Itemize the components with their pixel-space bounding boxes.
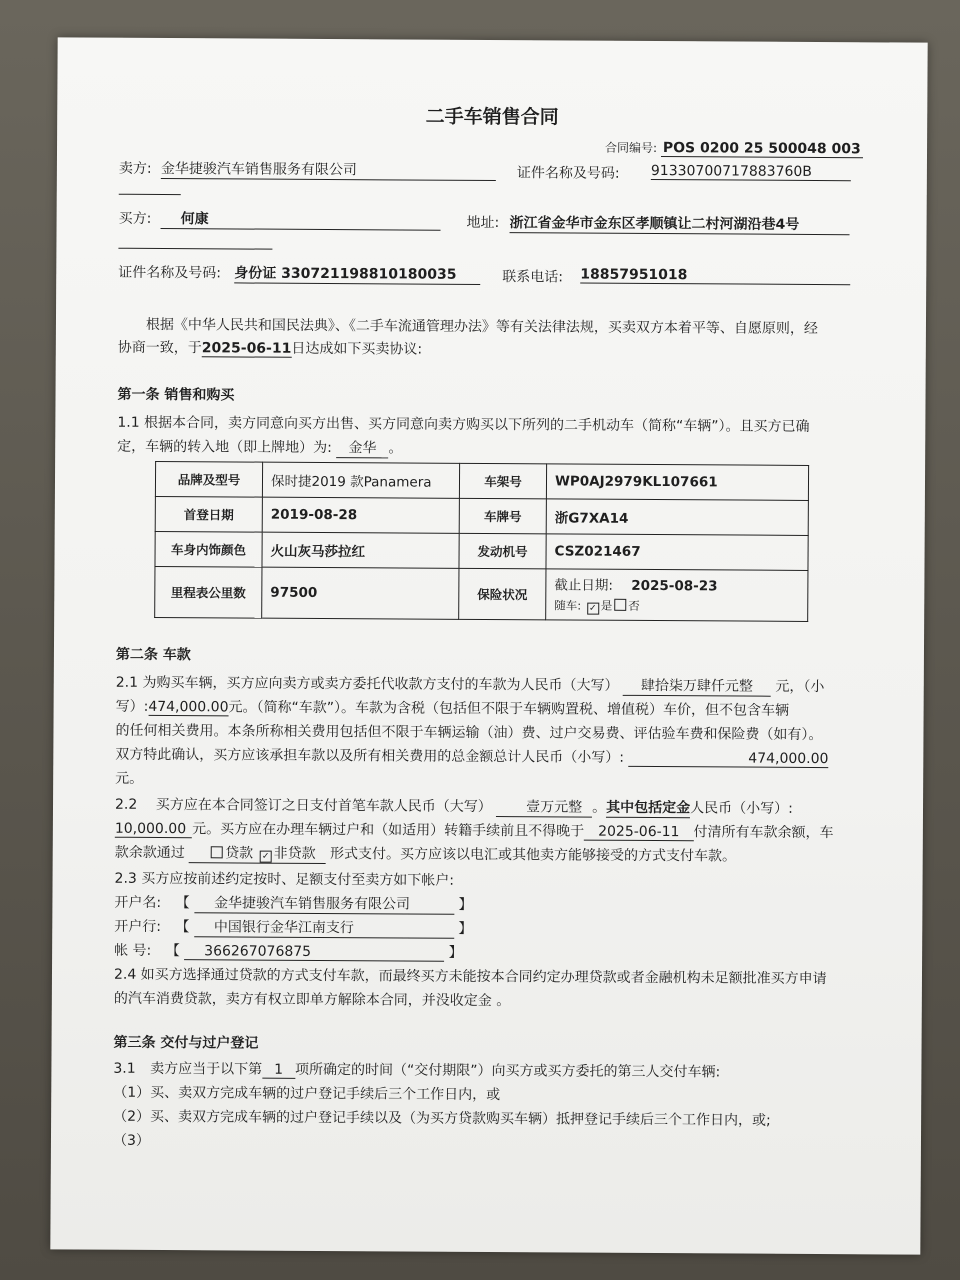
bracket-right: 】 [458, 920, 473, 937]
bank-name: 中国银行金华江南支行 [194, 916, 454, 939]
intro-text-end: 日达成如下买卖协议: [291, 340, 423, 358]
checkbox-empty-icon [614, 599, 626, 611]
seller-name: 金华捷骏汽车销售服务有限公司 [161, 158, 496, 181]
article-2-3: 2.3 买方应按前述约定按时、足额支付至卖方如下帐户: [114, 870, 455, 889]
buyer-phone: 18857951018 [580, 267, 850, 286]
clause-3-1-text: 卖方应当于以下第 [150, 1060, 263, 1078]
clause-2-2-number: 2.2 [114, 796, 138, 813]
account-name: 金华捷骏汽车销售服务有限公司 [194, 892, 454, 915]
article-2-title: 第二条 车款 [115, 646, 191, 664]
checkbox-checked-icon: ✓ [260, 851, 272, 863]
total-amount: 474,000.00 [628, 750, 828, 768]
insurance-yes: 是 [600, 598, 613, 613]
plate-value: 浙G7XA14 [546, 499, 808, 536]
color-value: 火山灰马莎拉红 [262, 532, 459, 568]
bank-row [114, 916, 472, 939]
article-2-line-5: 元。 [115, 770, 144, 787]
article-1-period: 。 [388, 440, 403, 457]
document-title: 二手车销售合同 [425, 105, 559, 129]
contract-number-label: 合同编号: [605, 140, 658, 156]
buyer-address: 浙江省金华市金东区孝顺镇让二村河湖沿巷4号 [510, 212, 850, 235]
intro-line-1: 根据《中华人民共和国民法典》、《二手车流通管理办法》等有关法律法规，买卖双方本着平等、自愿原则，经 [145, 316, 818, 338]
checkbox-empty-icon [211, 846, 223, 858]
vin-label: 车架号 [459, 463, 546, 499]
article-2-2-line-3 [115, 842, 736, 867]
payment-loan: 贷款 [225, 845, 254, 862]
article-2-text-b: 元，（小 [775, 678, 825, 696]
clause-2-2-period: 。 [592, 799, 607, 816]
insurance-value [546, 569, 808, 622]
buyer-id-label: 证件名称及号码: [118, 264, 222, 282]
buyer-name: 何康 [161, 208, 441, 231]
seller-id-label: 证件名称及号码: [516, 165, 620, 182]
buyer-label: 买方: [118, 210, 152, 227]
article-2-2-line-2 [115, 818, 834, 842]
intro-text: 协商一致，于 [117, 339, 202, 357]
insurance-expiry [554, 574, 799, 597]
color-label: 车身内饰颜色 [155, 531, 262, 567]
mileage-value: 97500 [262, 567, 459, 619]
reg-date-label: 首登日期 [155, 496, 262, 532]
clause-2-2-text-c: 元。买方应在办理车辆过户和（如适用）转籍手续前且不得晚于 [192, 821, 585, 840]
contract-paper [50, 37, 927, 1254]
article-2-4-line-1: 2.4 如买方选择通过贷款的方式支付车款，而最终买方未能按本合同约定办理贷款或者金融机构未足额批准买方申请 [113, 966, 827, 988]
delivery-option-3: （3） [112, 1132, 150, 1149]
table-row [155, 531, 808, 570]
buyer-underline [118, 226, 272, 250]
bracket-left: 【 [175, 919, 190, 936]
reg-date-value: 2019-08-28 [262, 497, 459, 533]
seller-id-value: 91330700717883760B [651, 163, 851, 181]
clause-2-2-text: 买方应在本合同签订之日支付首笔车款人民币（大写） [155, 796, 492, 816]
account-number-row [114, 940, 463, 962]
article-2-text: 2.1 为购买车辆，买方应向卖方或卖方委托代收款方支付的车款为人民币（大写） [115, 674, 619, 694]
article-1-line-1: 1.1 根据本合同，卖方同意向买方出售、买方同意向卖方购买以下所列的二手机动车（简称“车辆”）。且买方已确 [117, 414, 810, 435]
article-3-line-1 [113, 1058, 720, 1082]
insurance-label: 保险状况 [459, 568, 546, 620]
table-row [155, 461, 808, 500]
destination-city: 金华 [336, 437, 388, 458]
insurance-follow-label: 随车: [554, 598, 582, 613]
bank-label: 开户行: [114, 918, 162, 936]
first-payment-upper: 壹万元整 [496, 796, 592, 818]
seller-underline [119, 170, 181, 195]
intro-line-2 [118, 337, 422, 359]
price-upper: 肆拾柒万肆仟元整 [623, 675, 771, 697]
contract-number-value: POS 0200 25 500048 003 [661, 140, 863, 158]
account-name-row [114, 892, 472, 915]
article-2-4-line-2: 的汽车消费贷款，卖方有权立即单方解除本合同，并没收定金 。 [113, 990, 511, 1010]
delivery-option-2: （2）买、卖双方完成车辆的过户登记手续以及（为买方贷款购买车辆）抵押登记手续后三个工作日内，或; [113, 1108, 771, 1129]
insurance-expiry-date: 2025-08-23 [631, 577, 718, 595]
delivery-option-1: （1）买、卖双方完成车辆的过户登记手续后三个工作日内，或 [113, 1084, 501, 1104]
payment-deadline: 2025-06-11 [584, 824, 693, 842]
first-payment-lower: 10,000.00 [115, 821, 192, 838]
brand-label: 品牌及型号 [155, 461, 262, 497]
price-lower: 474,000.00 [148, 698, 229, 716]
article-2-2-line-1 [115, 794, 793, 819]
brand-value: 保时捷2019 款Panamera [262, 462, 459, 498]
insurance-expiry-label: 截止日期: [554, 577, 613, 594]
vehicle-info-table [154, 461, 809, 622]
article-2-line-2 [116, 696, 790, 720]
account-number-label: 帐 号: [114, 942, 152, 959]
clause-3-1-number: 3.1 [113, 1060, 136, 1077]
engine-label: 发动机号 [459, 533, 546, 569]
article-1-line-2 [117, 436, 402, 459]
table-row [155, 566, 808, 621]
bracket-left: 【 [165, 943, 180, 960]
table-row [155, 496, 808, 535]
buyer-address-label: 地址: [466, 214, 500, 232]
vin-value: WP0AJ2979KL107661 [546, 464, 808, 501]
bracket-right: 】 [448, 944, 463, 961]
article-2-text-c: 写）: [115, 698, 149, 715]
article-1-text: 定，车辆的转入地（即上牌地）为: [117, 438, 332, 457]
contract-number [605, 139, 863, 159]
engine-value: CSZ021467 [546, 534, 808, 571]
delivery-item: 1 [262, 1062, 295, 1079]
buyer-id-value: 身份证 330721198810180035 [234, 262, 480, 285]
account-number: 366267076875 [184, 943, 444, 962]
article-1-title: 第一条 销售和购买 [117, 386, 235, 404]
article-2-line-1 [116, 672, 825, 697]
account-name-label: 开户名: [114, 894, 162, 912]
article-2-line-4 [115, 744, 828, 768]
agreement-date: 2025-06-11 [201, 340, 292, 357]
seller-label: 卖方: [118, 160, 152, 177]
clause-2-2-text-b: 人民币（小写）: [690, 800, 793, 817]
payment-nonloan: 非贷款 [273, 845, 316, 862]
article-2-text-d: 元。（简称“车款”）。车款为含税（包括但不限于车辆购置税、增值税）车价，但不包含车辆 [228, 699, 790, 719]
article-2-line-3: 的任何相关费用。本条所称相关费用包括但不限于车辆运输（油）费、过户交易费、评估验车费和保险费（如有）。 [115, 722, 823, 744]
clause-2-2-text-f: 形式支付。买方应该以电汇或其他卖方能够接受的方式支付车款。 [330, 846, 737, 865]
deposit-note: 其中包括定金 [606, 797, 690, 819]
clause-2-2-text-d: 付清所有车款余额，车 [693, 824, 834, 842]
bracket-right: 】 [458, 896, 473, 913]
article-2-text-e: 双方特此确认，买方应该承担车款以及所有相关费用的总金额总计人民币（小写）: [115, 746, 625, 766]
insurance-follow [554, 596, 799, 615]
buyer-phone-label: 联系电话: [502, 269, 564, 286]
article-3-title: 第三条 交付与过户登记 [113, 1034, 259, 1052]
insurance-no: 否 [628, 598, 640, 613]
clause-2-2-text-e: 款余款通过 [114, 844, 185, 862]
mileage-label: 里程表公里数 [155, 566, 262, 618]
checkbox-checked-icon: ✓ [587, 603, 599, 615]
bracket-left: 【 [175, 895, 190, 912]
payment-method [189, 842, 326, 864]
plate-label: 车牌号 [459, 498, 546, 534]
clause-3-1-text-b: 项所确定的时间（“交付期限”）向买方或买方委托的第三人交付车辆: [294, 1061, 721, 1081]
